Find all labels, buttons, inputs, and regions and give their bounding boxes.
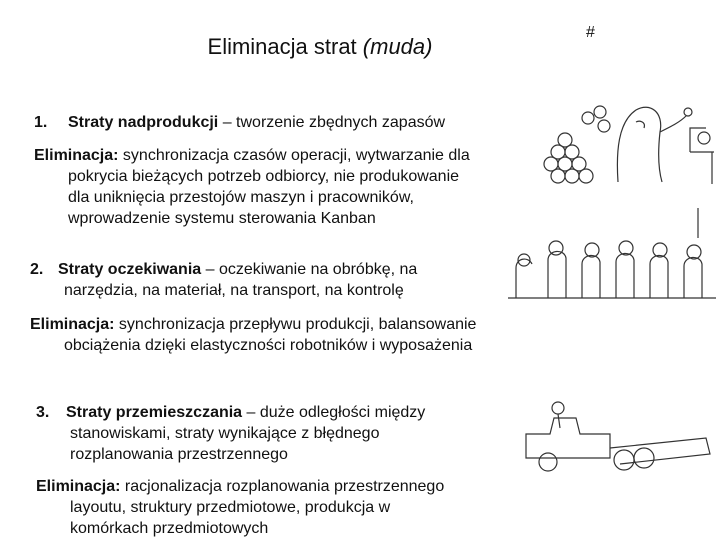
section-3-heading-line2: stanowiskami, straty wynikające z błędnego <box>70 425 380 442</box>
section-3-heading-line3: rozplanowania przestrzennego <box>70 446 288 463</box>
section-3-elim-label: Eliminacja: <box>36 478 121 495</box>
transport-vehicle-sketch-icon <box>520 398 716 484</box>
section-1-elim-label: Eliminacja: <box>34 147 119 164</box>
section-3-elimination <box>36 476 444 539</box>
waiting-workers-sketch-icon <box>508 208 716 304</box>
section-3-heading-bold: Straty przemieszczania <box>66 404 243 421</box>
overproduction-sketch-icon <box>540 92 716 188</box>
title-italic: (muda) <box>362 34 433 59</box>
section-1-elim-line1: synchronizacja czasów operacji, wytwarzanie dla <box>118 147 470 164</box>
section-1-elimination <box>34 145 470 229</box>
section-1-elim-line2: pokrycia bieżących potrzeb odbiorcy, nie produkowanie <box>68 168 460 185</box>
section-1-elim-line3: dla uniknięcia przestojów maszyn i pracowników, <box>68 189 414 206</box>
section-2-heading-rest: – oczekiwanie na obróbkę, na <box>201 261 418 278</box>
section-3-elim-line1: racjonalizacja rozplanowania przestrzennego <box>120 478 445 495</box>
section-2-elimination <box>30 314 476 356</box>
section-3-heading <box>36 402 425 465</box>
section-2-heading <box>30 259 417 301</box>
section-1-heading-bold: Straty nadprodukcji <box>68 114 219 131</box>
section-2-elim-label: Eliminacja: <box>30 316 115 333</box>
section-2-elim-line2: obciążenia dzięki elastyczności robotników i wyposażenia <box>64 337 473 354</box>
section-2-elim-line1: synchronizacja przepływu produkcji, balansowanie <box>114 316 477 333</box>
section-1-heading-rest: – tworzenie zbędnych zapasów <box>218 114 446 131</box>
section-1-number: 1. <box>34 114 48 131</box>
section-2-heading-line2: narzędzia, na materiał, na transport, na kontrolę <box>64 282 404 299</box>
section-1-elim-line4: wprowadzenie systemu sterowania Kanban <box>68 210 376 227</box>
section-2-number: 2. <box>30 261 44 278</box>
slide-number: # <box>586 24 595 41</box>
section-3-elim-line3: komórkach przedmiotowych <box>70 520 269 537</box>
title-main: Eliminacja strat <box>207 34 357 59</box>
section-3-elim-line2: layoutu, struktury przedmiotowe, produkcja w <box>70 499 391 516</box>
section-3-number: 3. <box>36 404 50 421</box>
slide-title <box>0 34 720 60</box>
section-1-heading <box>34 112 445 133</box>
section-2-heading-bold: Straty oczekiwania <box>58 261 202 278</box>
section-3-heading-rest: – duże odległości między <box>242 404 426 421</box>
